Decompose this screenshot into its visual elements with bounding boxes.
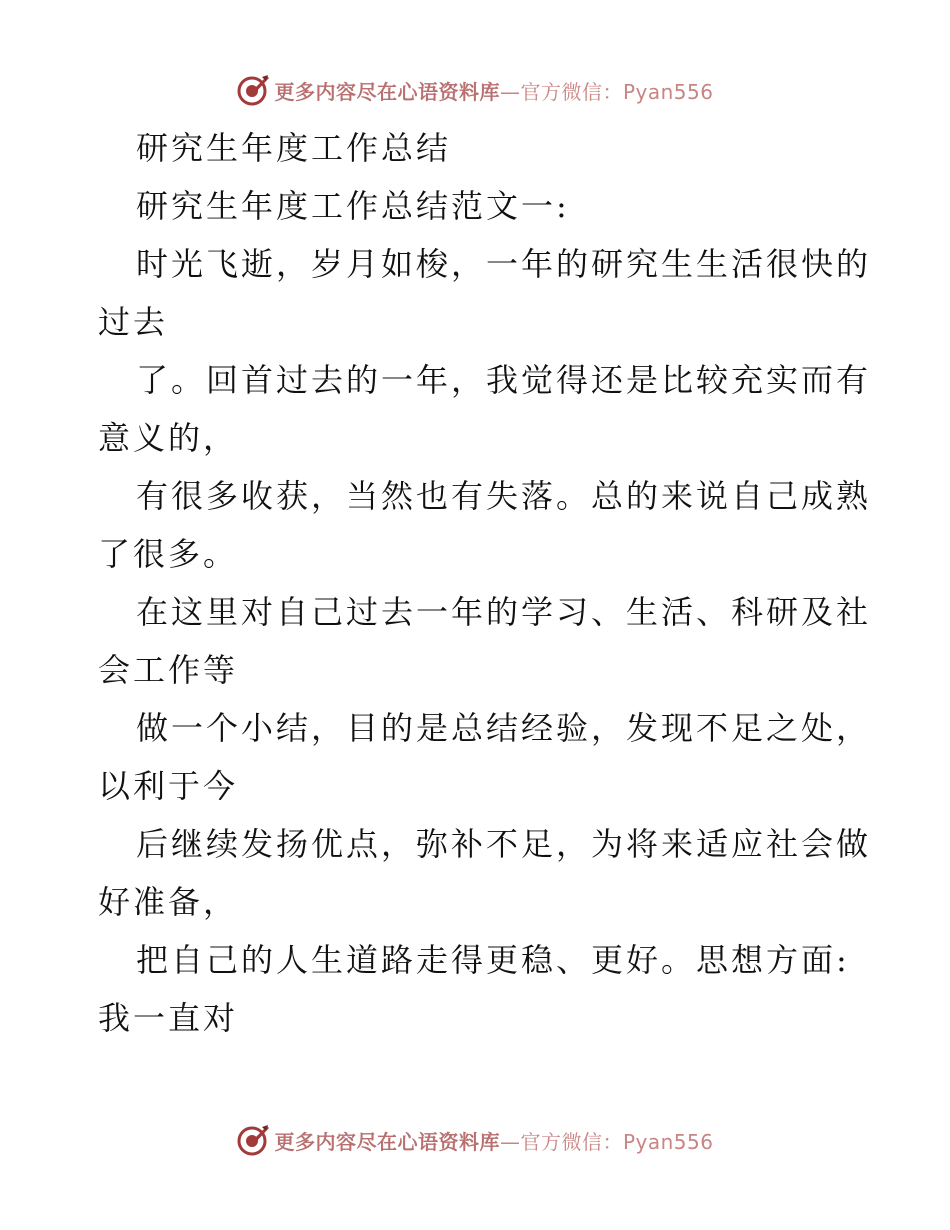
text-line: 有很多收获，当然也有失落。总的来说自己成熟	[136, 477, 872, 515]
footer-banner	[0, 1120, 950, 1160]
banner-separator: —	[499, 1129, 521, 1154]
banner-contact: 官方微信：Pyan556	[520, 79, 714, 104]
text-line: 做一个小结，目的是总结经验，发现不足之处，	[136, 709, 872, 747]
text-line: 我一直对	[98, 999, 239, 1037]
banner-contact: 官方微信：Pyan556	[520, 1129, 714, 1154]
text-line: 后继续发扬优点，弥补不足，为将来适应社会做	[136, 825, 872, 863]
banner-text	[274, 1126, 713, 1155]
document-title: 研究生年度工作总结	[136, 129, 452, 167]
quill-logo-icon	[236, 1123, 270, 1157]
text-line: 了。回首过去的一年，我觉得还是比较充实而有	[136, 361, 872, 399]
banner-separator: —	[499, 79, 521, 104]
quill-logo-icon	[236, 73, 270, 107]
text-line: 好准备，	[98, 883, 239, 921]
text-line: 以利于今	[98, 767, 239, 805]
text-line: 时光飞逝，岁月如梭，一年的研究生生活很快的	[136, 245, 872, 283]
text-line: 了很多。	[98, 535, 239, 573]
section-heading: 研究生年度工作总结范文一:	[136, 187, 570, 225]
banner-text	[274, 76, 713, 105]
header-banner	[0, 70, 950, 110]
text-line: 会工作等	[98, 651, 239, 689]
text-line: 在这里对自己过去一年的学习、生活、科研及社	[136, 593, 872, 631]
text-line: 意义的，	[98, 419, 239, 457]
text-line: 过去	[98, 303, 169, 341]
banner-brand: 更多内容尽在心语资料库	[274, 79, 500, 104]
banner-brand: 更多内容尽在心语资料库	[274, 1129, 500, 1154]
text-line: 把自己的人生道路走得更稳、更好。思想方面:	[136, 941, 850, 979]
